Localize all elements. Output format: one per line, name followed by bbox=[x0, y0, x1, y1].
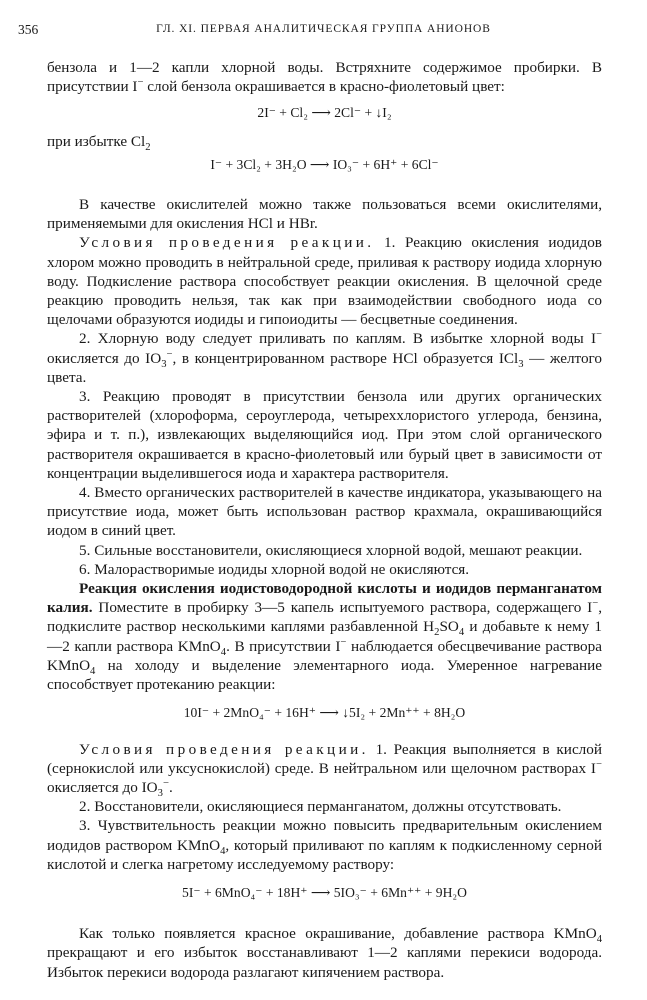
equation-1: 2I⁻ + Cl₂ ⟶ 2Cl⁻ + ↓I₂ bbox=[257, 105, 392, 121]
paragraph: Как только появляется красное окрашивание, добавление раствора KMnO$_4$ прекращают и его избыток восстанавливают 1—2 каплями перекиси водорода. Избыток перекиси водорода разлагают кипячением раствора. bbox=[47, 925, 602, 981]
paragraph: при избытке $Cl_2$ bbox=[47, 132, 151, 153]
list-item: 3. Чувствительность реакции можно повысить предварительным окислением иодидов раствором KMnO$_4$, который приливают по каплям к подкисленному серной кислотой и слегка нагретому исследуемому раствору: bbox=[47, 817, 602, 873]
section-heading: Условия проведения реакции. bbox=[79, 234, 375, 252]
reaction-paragraph: Реакция окисления иодистоводородной кислоты и иодидов перманганатом калия. Поместите в пробирку 3—5 капель испытуемого раствора, содержащего I−, подкислите раствор несколькими каплями разбавленной $H_2SO_4$ и добавьте к нему 1—2 капли раствора KMnO$_4$. В присутствии I− наблюдается обесцвечивание раствора KMnO$_4$ на холоду и выделение элементарного иода. Умеренное нагревание способствует протеканию реакции: bbox=[47, 580, 602, 694]
list-item: 2. Восстановители, окисляющиеся перманганатом, должны отсутствовать. bbox=[79, 798, 562, 816]
section-heading: Условия проведения реакции. bbox=[79, 740, 369, 758]
equation-4: 5I⁻ + 6MnO₄⁻ + 18H⁺ ⟶ 5IO₃⁻ + 6Mn⁺⁺ + 9H₂O bbox=[182, 884, 467, 900]
section-heading: Реакция окисления иодистоводородной кислоты и иодидов перманганатом калия. bbox=[47, 580, 602, 617]
equation-2: I⁻ + 3Cl₂ + 3H₂O ⟶ IO₃⁻ + 6H⁺ + 6Cl⁻ bbox=[210, 156, 439, 172]
paragraph: В качестве окислителей можно также пользоваться всеми окислителями, применяемыми для окисления HCl и HBr. bbox=[47, 196, 602, 233]
equation-3: 10I⁻ + 2MnO₄⁻ + 16H⁺ ⟶ ↓5I₂ + 2Mn⁺⁺ + 8H₂O bbox=[183, 705, 466, 721]
page-body bbox=[47, 58, 602, 982]
list-item: 5. Сильные восстановители, окисляющиеся хлорной водой, мешают реакции. bbox=[79, 541, 583, 559]
chapter-title: ГЛ. XI. ПЕРВАЯ АНАЛИТИЧЕСКАЯ ГРУППА АНИОНОВ bbox=[156, 23, 491, 35]
list-item: 6. Малорастворимые иодиды хлорной водой не окисляются. bbox=[79, 560, 470, 578]
running-header bbox=[18, 18, 629, 40]
page-number: 356 bbox=[18, 22, 39, 37]
list-item: 4. Вместо органических растворителей в качестве индикатора, указывающего на присутствие иода, может быть использован раствор крахмала, окрашивающийся иодом в синий цвет. bbox=[47, 484, 602, 540]
conditions-paragraph: Условия проведения реакции. 1. Реакция выполняется в кислой (сернокислой или уксуснокислой) среде. В нейтральном или щелочном растворах I− окисляется до $IO_3^-$. bbox=[47, 740, 602, 799]
conditions-paragraph: Условия проведения реакции. 1. Реакцию окисления иодидов хлором можно проводить в нейтральной среде, приливая к раствору иодида хлорную воду. Подкисление раствора способствует реакции окисления. В щелочной среде реакцию проводить нельзя, так как при взаимодействии свободного иода со щелочами образуются иодиды и гипоиодиты — бесцветные соединения. bbox=[47, 234, 602, 329]
paragraph: бензола и 1—2 капли хлорной воды. Встряхните содержимое пробирки. В присутствии I− слой бензола окрашивается в красно-фиолетовый цвет: bbox=[47, 59, 602, 96]
list-item: 2. Хлорную воду следует приливать по каплям. В избытке хлорной воды I− окисляется до $IO_3^-$, в концентрированном растворе HCl образуется ICl$_3$ — желтого цвета. bbox=[47, 329, 603, 386]
list-item: 3. Реакцию проводят в присутствии бензола или других органических растворителей (хлороформа, сероуглерода, четыреххлористого углерода, бензина, эфира и т. п.), извлекающих выделяющийся иод. При этом слой органического растворителя окрашивается в красно-фиолетовый или бурый цвет в зависимости от концентрации выделившегося иода и характера растворителя. bbox=[47, 388, 602, 482]
